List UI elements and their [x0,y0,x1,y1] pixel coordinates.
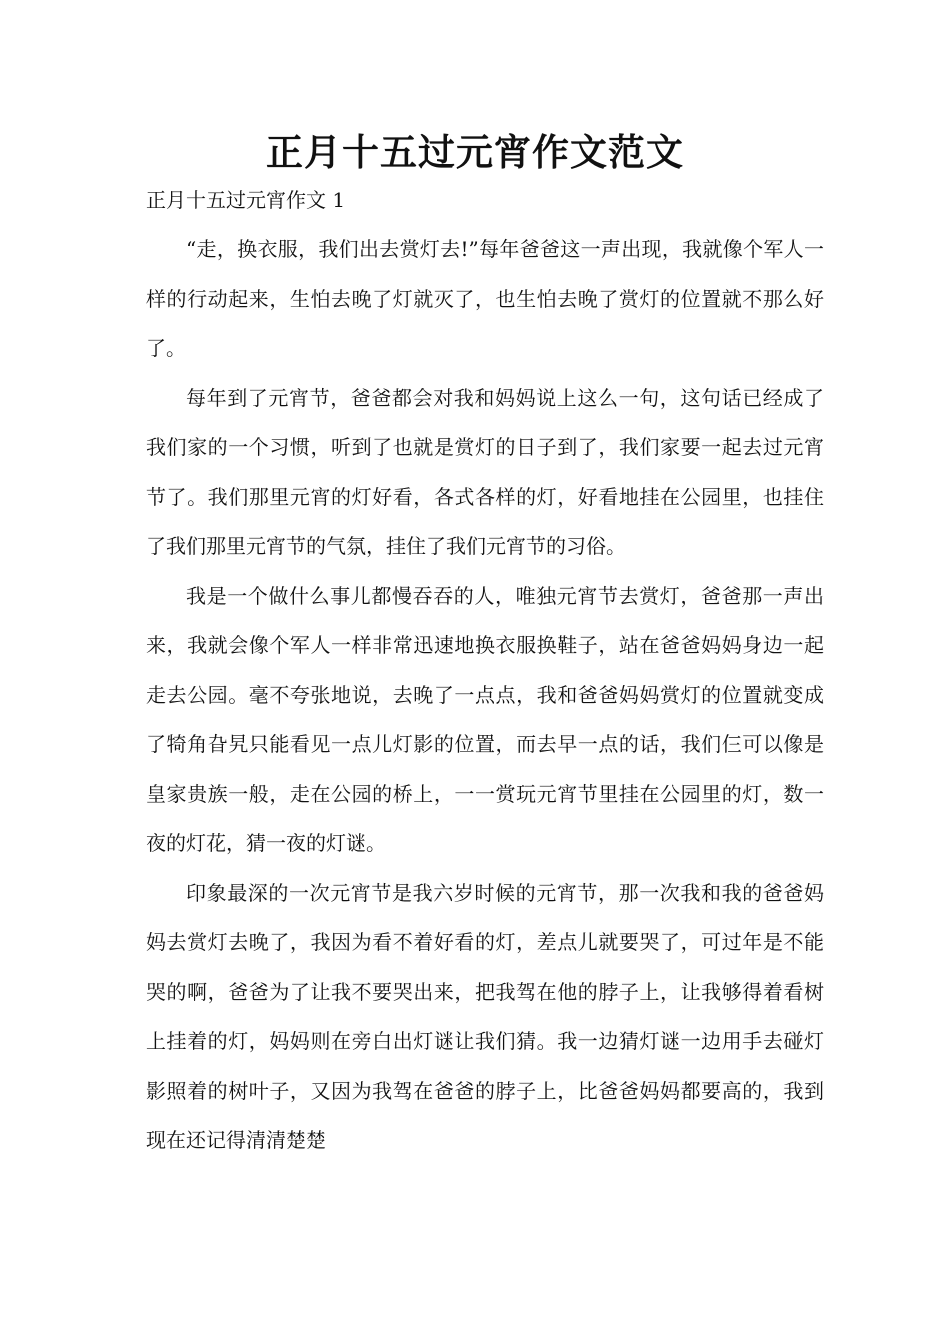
article-body [146,225,824,1166]
section-heading: 正月十五过元宵作文 1 [146,188,346,212]
paragraph-4: 印象最深的一次元宵节是我六岁时候的元宵节，那一次我和我的爸爸妈妈去赏灯去晚了，我因为看不着好看的灯，差点儿就要哭了，可过年是不能哭的啊，爸爸为了让我不要哭出来，把我驾在他的脖子上，让我够得着看树上挂着的灯，妈妈则在旁白出灯谜让我们猜。我一边猜灯谜一边用手去碰灯影照着的树叶子，又因为我驾在爸爸的脖子上，比爸爸妈妈都要高的，我到现在还记得清清楚楚 [146,880,824,1152]
paragraph-2: 每年到了元宵节，爸爸都会对我和妈妈说上这么一句，这句话已经成了我们家的一个习惯，听到了也就是赏灯的日子到了，我们家要一起去过元宵节了。我们那里元宵的灯好看，各式各样的灯，好看地挂在公园里，也挂住了我们那里元宵节的气氛，挂住了我们元宵节的习俗。 [146,385,824,558]
paragraph-3: 我是一个做什么事儿都慢吞吞的人，唯独元宵节去赏灯，爸爸那一声出来，我就会像个军人一样非常迅速地换衣服换鞋子，站在爸爸妈妈身边一起走去公园。毫不夸张地说，去晚了一点点，我和爸爸妈妈赏灯的位置就变成了犄角旮旯只能看见一点儿灯影的位置，而去早一点的话，我们仨可以像是皇家贵族一般，走在公园的桥上，一一赏玩元宵节里挂在公园里的灯，数一夜的灯花，猜一夜的灯谜。 [146,583,824,855]
document-title: 正月十五过元宵作文范文 [266,131,684,174]
paragraph-1: “走，换衣服，我们出去赏灯去!”每年爸爸这一声出现，我就像个军人一样的行动起来，生怕去晚了灯就灭了，也生怕去晚了赏灯的位置就不那么好了。 [146,237,824,360]
